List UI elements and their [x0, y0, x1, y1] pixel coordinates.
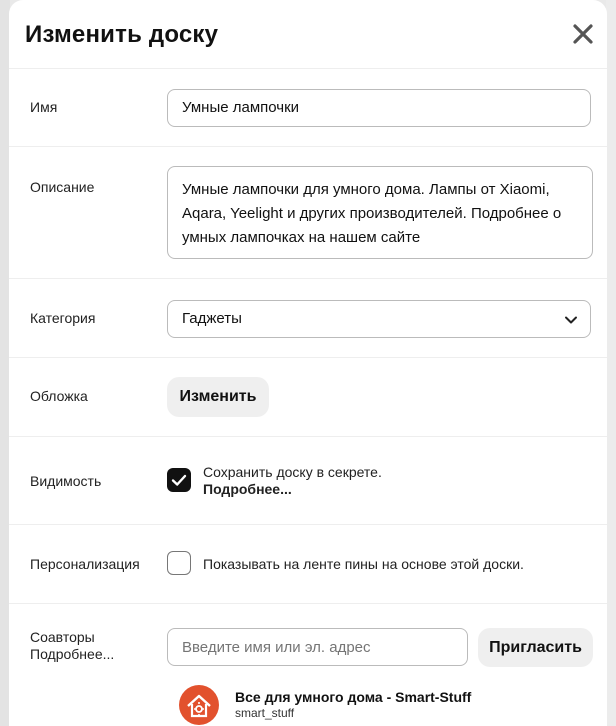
category-row	[9, 279, 607, 358]
secret-board-checkbox[interactable]	[167, 468, 191, 492]
visibility-label: Видимость	[30, 473, 102, 489]
collaborator-search-input[interactable]	[167, 628, 468, 666]
checkmark-icon	[167, 468, 191, 492]
background-right	[606, 0, 616, 726]
cover-row	[9, 358, 607, 437]
collaborator-name: Все для умного дома - Smart-Stuff	[235, 689, 472, 705]
close-icon	[569, 20, 597, 48]
visibility-option-text: Сохранить доску в секрете.	[203, 464, 382, 480]
name-input[interactable]: Умные лампочки	[167, 89, 591, 127]
personalization-checkbox[interactable]	[167, 551, 191, 575]
description-label: Описание	[30, 179, 95, 195]
category-label: Категория	[30, 310, 96, 326]
edit-board-dialog	[9, 0, 607, 726]
visibility-row	[9, 437, 607, 525]
collaborators-label: Соавторы	[30, 629, 95, 645]
dialog-title: Изменить доску	[25, 21, 219, 48]
category-select[interactable]	[167, 300, 591, 338]
avatar	[179, 685, 219, 725]
visibility-more-link[interactable]: Подробнее...	[203, 481, 292, 497]
change-cover-button[interactable]: Изменить	[167, 377, 269, 417]
invite-button[interactable]: Пригласить	[478, 628, 593, 667]
collaborators-more-link[interactable]: Подробнее...	[30, 646, 115, 662]
name-row	[9, 69, 607, 147]
cover-label: Обложка	[30, 388, 88, 404]
personalization-row	[9, 525, 607, 604]
personalization-label: Персонализация	[30, 556, 140, 572]
category-selected-value: Гаджеты	[182, 310, 242, 327]
description-textarea[interactable]: Умные лампочки для умного дома. Лампы от Xiaomi, Aqara, Yeelight и других производителей. Подробнее о умных лампочках на нашем сайте	[167, 166, 593, 259]
personalization-option-text: Показывать на ленте пины на основе этой доски.	[203, 556, 524, 572]
close-button[interactable]	[569, 20, 597, 48]
dialog-header	[9, 0, 607, 69]
collaborator-handle: smart_stuff	[235, 706, 295, 720]
name-label: Имя	[30, 99, 58, 115]
chevron-down-icon	[564, 313, 578, 327]
smart-home-logo-icon	[179, 685, 219, 725]
description-row	[9, 147, 607, 279]
